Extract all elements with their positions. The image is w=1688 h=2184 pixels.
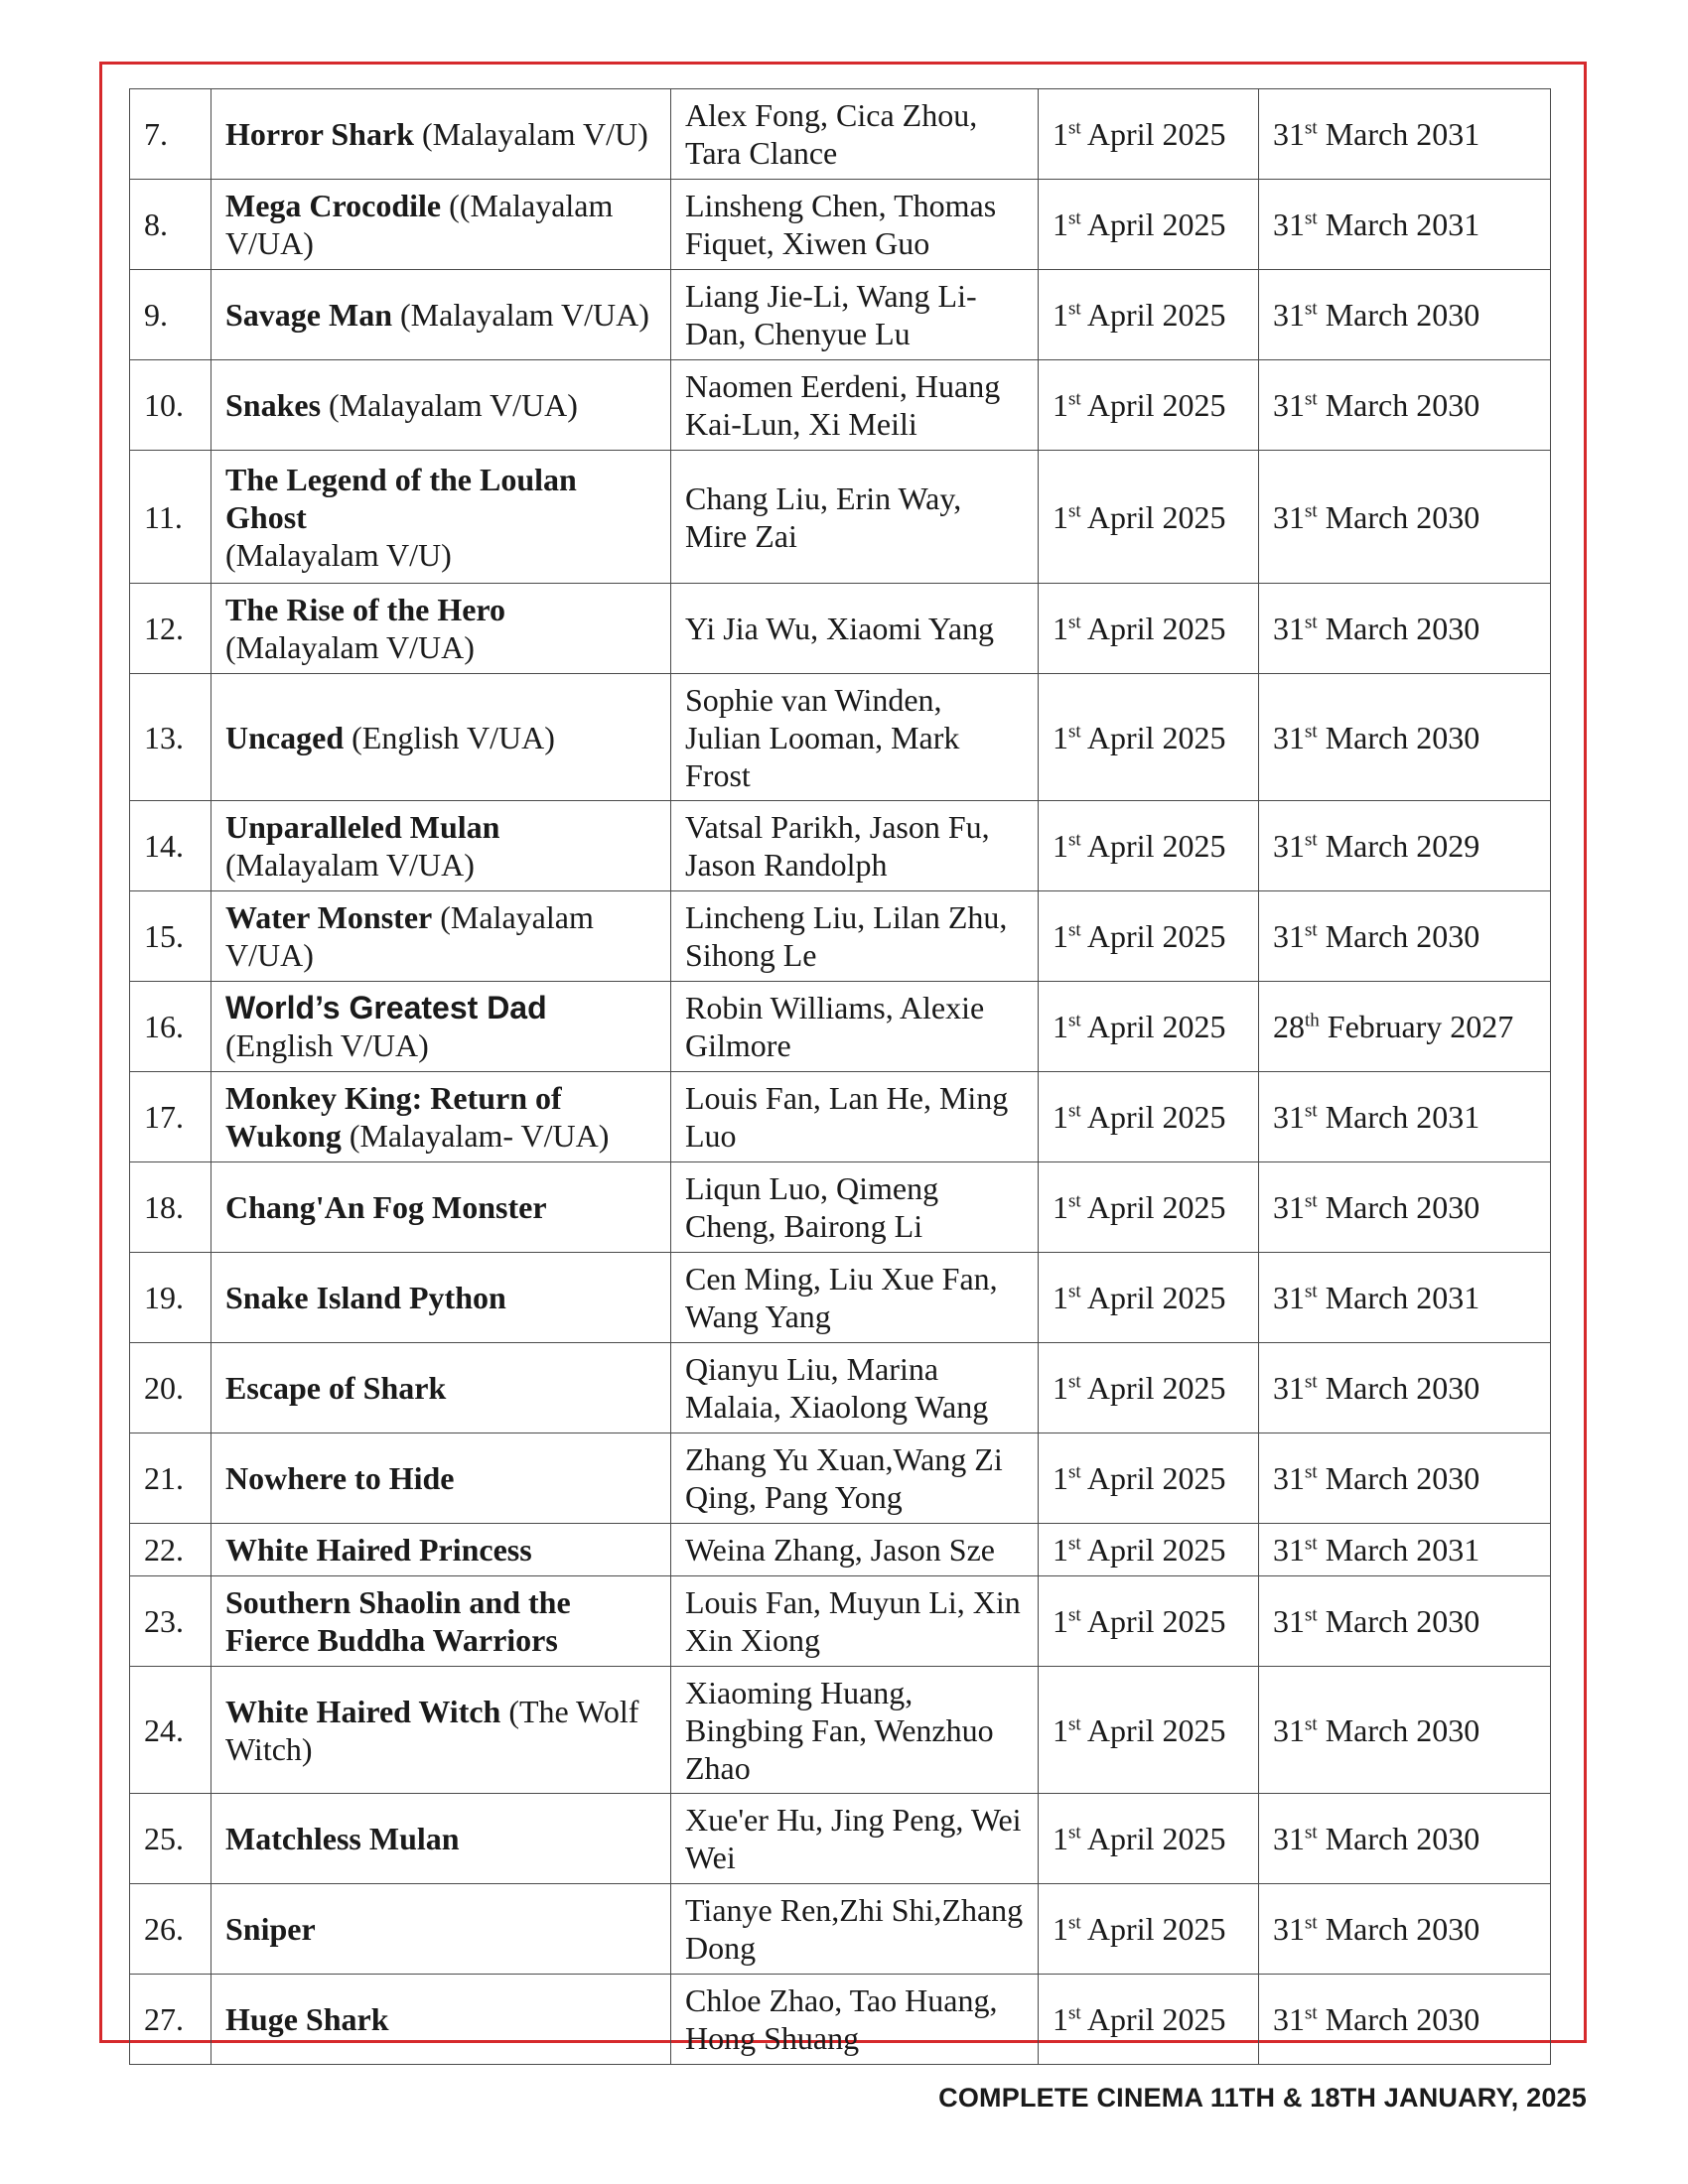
from-day: 1	[1053, 297, 1068, 333]
row-number: 25.	[130, 1794, 211, 1884]
to-day: 31	[1273, 1711, 1305, 1748]
from-month-year: April 2025	[1080, 1532, 1226, 1568]
table-row	[130, 801, 1551, 891]
from-day: 1	[1053, 116, 1068, 152]
rights-start-date	[1039, 1794, 1259, 1884]
to-month-year: February 2027	[1319, 1009, 1514, 1044]
rights-end-date	[1259, 451, 1551, 584]
to-month-year: March 2030	[1317, 719, 1480, 755]
row-number: 22.	[130, 1524, 211, 1576]
film-language-rating: (Malayalam- V/UA)	[341, 1118, 610, 1154]
rights-end-date	[1259, 1162, 1551, 1253]
from-day: 1	[1053, 1009, 1068, 1044]
table-row	[130, 1433, 1551, 1524]
from-ordinal-suffix: st	[1068, 1712, 1081, 1734]
rights-end-date	[1259, 891, 1551, 982]
row-number: 26.	[130, 1884, 211, 1975]
film-cast: Sophie van Winden, Julian Looman, Mark Frost	[671, 674, 1039, 801]
row-number: 10.	[130, 360, 211, 451]
film-title-cell	[211, 180, 671, 270]
film-title: Snake Island Python	[225, 1280, 506, 1315]
from-month-year: April 2025	[1080, 1280, 1226, 1315]
film-title-cell	[211, 451, 671, 584]
to-day: 31	[1273, 1532, 1305, 1568]
from-month-year: April 2025	[1080, 297, 1226, 333]
row-number: 18.	[130, 1162, 211, 1253]
rights-start-date	[1039, 1884, 1259, 1975]
rights-end-date	[1259, 1975, 1551, 2065]
row-number: 11.	[130, 451, 211, 584]
film-cast: Alex Fong, Cica Zhou, Tara Clance	[671, 89, 1039, 180]
to-day: 31	[1273, 1460, 1305, 1496]
film-cast: Vatsal Parikh, Jason Fu, Jason Randolph	[671, 801, 1039, 891]
rights-start-date	[1039, 1343, 1259, 1433]
table-row	[130, 584, 1551, 674]
to-ordinal-suffix: st	[1305, 1461, 1318, 1483]
to-day: 31	[1273, 297, 1305, 333]
from-month-year: April 2025	[1080, 387, 1226, 423]
rights-start-date	[1039, 1667, 1259, 1794]
to-month-year: March 2030	[1317, 1460, 1480, 1496]
row-number: 19.	[130, 1253, 211, 1343]
row-number: 7.	[130, 89, 211, 180]
film-title-cell	[211, 584, 671, 674]
to-day: 31	[1273, 918, 1305, 954]
film-title-cell	[211, 1884, 671, 1975]
to-day: 31	[1273, 206, 1305, 242]
from-month-year: April 2025	[1080, 116, 1226, 152]
to-month-year: March 2030	[1317, 387, 1480, 423]
film-cast: Xue'er Hu, Jing Peng, Wei Wei	[671, 1794, 1039, 1884]
film-language-rating: (Malayalam V/UA)	[225, 629, 475, 665]
from-ordinal-suffix: st	[1068, 298, 1081, 320]
to-day: 31	[1273, 1603, 1305, 1639]
film-cast: Xiaoming Huang, Bingbing Fan, Wenzhuo Zhao	[671, 1667, 1039, 1794]
film-cast: Linsheng Chen, Thomas Fiquet, Xiwen Guo	[671, 180, 1039, 270]
film-language-rating: (English V/UA)	[225, 1027, 429, 1063]
film-language-rating: (Malayalam V/UA)	[321, 387, 578, 423]
film-title-cell	[211, 1667, 671, 1794]
from-ordinal-suffix: st	[1068, 1912, 1081, 1934]
row-number: 27.	[130, 1975, 211, 2065]
to-month-year: March 2031	[1317, 1099, 1480, 1135]
film-language-rating: (Malayalam V/U)	[413, 116, 648, 152]
to-month-year: March 2030	[1317, 1821, 1480, 1856]
film-rows	[130, 89, 1551, 2065]
to-ordinal-suffix: th	[1305, 1010, 1320, 1031]
rights-start-date	[1039, 1162, 1259, 1253]
table-row	[130, 1524, 1551, 1576]
footer-caption: COMPLETE CINEMA 11TH & 18TH JANUARY, 2025	[938, 2083, 1587, 2113]
from-ordinal-suffix: st	[1068, 1010, 1081, 1031]
table-row	[130, 1667, 1551, 1794]
from-month-year: April 2025	[1080, 1603, 1226, 1639]
film-title-cell	[211, 1072, 671, 1162]
rights-end-date	[1259, 1667, 1551, 1794]
film-title: White Haired Witch	[225, 1693, 501, 1729]
film-cast: Cen Ming, Liu Xue Fan, Wang Yang	[671, 1253, 1039, 1343]
film-cast: Naomen Eerdeni, Huang Kai-Lun, Xi Meili	[671, 360, 1039, 451]
film-language-rating: (Malayalam V/UA)	[392, 297, 649, 333]
film-title-cell	[211, 1162, 671, 1253]
from-month-year: April 2025	[1080, 206, 1226, 242]
rights-start-date	[1039, 180, 1259, 270]
film-language-rating: (English V/UA)	[344, 719, 555, 755]
rights-end-date	[1259, 801, 1551, 891]
from-ordinal-suffix: st	[1068, 1371, 1081, 1393]
film-title: The Rise of the Hero	[225, 592, 506, 627]
film-title: Unparalleled Mulan	[225, 809, 500, 845]
film-cast: Weina Zhang, Jason Sze	[671, 1524, 1039, 1576]
film-title: Uncaged	[225, 719, 345, 755]
to-day: 31	[1273, 719, 1305, 755]
to-ordinal-suffix: st	[1305, 720, 1318, 742]
film-title: Water Monster	[225, 899, 433, 935]
from-ordinal-suffix: st	[1068, 1604, 1081, 1626]
rights-end-date	[1259, 89, 1551, 180]
film-title-cell	[211, 891, 671, 982]
to-day: 31	[1273, 1911, 1305, 1947]
from-month-year: April 2025	[1080, 1711, 1226, 1748]
row-number: 12.	[130, 584, 211, 674]
table-row	[130, 360, 1551, 451]
from-day: 1	[1053, 206, 1068, 242]
from-ordinal-suffix: st	[1068, 2002, 1081, 2024]
from-day: 1	[1053, 1711, 1068, 1748]
rights-end-date	[1259, 360, 1551, 451]
from-ordinal-suffix: st	[1068, 829, 1081, 851]
to-ordinal-suffix: st	[1305, 298, 1318, 320]
rights-end-date	[1259, 584, 1551, 674]
row-number: 16.	[130, 982, 211, 1072]
row-number: 17.	[130, 1072, 211, 1162]
film-language-rating: (Malayalam V/UA)	[225, 899, 594, 973]
to-day: 28	[1273, 1009, 1305, 1044]
film-cast: Lincheng Liu, Lilan Zhu, Sihong Le	[671, 891, 1039, 982]
from-day: 1	[1053, 611, 1068, 646]
to-day: 31	[1273, 1189, 1305, 1225]
to-month-year: March 2030	[1317, 1370, 1480, 1406]
rights-start-date	[1039, 982, 1259, 1072]
from-ordinal-suffix: st	[1068, 1461, 1081, 1483]
film-cast: Tianye Ren,Zhi Shi,Zhang Dong	[671, 1884, 1039, 1975]
from-day: 1	[1053, 1911, 1068, 1947]
film-title-cell	[211, 1524, 671, 1576]
rights-start-date	[1039, 360, 1259, 451]
rights-start-date	[1039, 891, 1259, 982]
from-month-year: April 2025	[1080, 1911, 1226, 1947]
rights-end-date	[1259, 1884, 1551, 1975]
film-cast: Louis Fan, Lan He, Ming Luo	[671, 1072, 1039, 1162]
to-ordinal-suffix: st	[1305, 612, 1318, 633]
from-day: 1	[1053, 498, 1068, 535]
film-title-cell	[211, 1433, 671, 1524]
from-day: 1	[1053, 719, 1068, 755]
row-number: 23.	[130, 1576, 211, 1667]
from-ordinal-suffix: st	[1068, 919, 1081, 941]
from-ordinal-suffix: st	[1068, 1533, 1081, 1555]
to-day: 31	[1273, 1821, 1305, 1856]
rights-start-date	[1039, 1975, 1259, 2065]
to-month-year: March 2031	[1317, 116, 1480, 152]
from-day: 1	[1053, 2001, 1068, 2037]
to-day: 31	[1273, 116, 1305, 152]
film-cast: Chang Liu, Erin Way, Mire Zai	[671, 451, 1039, 584]
rights-end-date	[1259, 1794, 1551, 1884]
rights-start-date	[1039, 1253, 1259, 1343]
to-day: 31	[1273, 498, 1305, 535]
table-row	[130, 1343, 1551, 1433]
to-month-year: March 2030	[1317, 1189, 1480, 1225]
rights-end-date	[1259, 270, 1551, 360]
rights-end-date	[1259, 1253, 1551, 1343]
film-title: Nowhere to Hide	[225, 1460, 455, 1496]
from-ordinal-suffix: st	[1068, 499, 1081, 521]
film-title: Horror Shark	[225, 116, 414, 152]
from-month-year: April 2025	[1080, 1099, 1226, 1135]
to-ordinal-suffix: st	[1305, 1912, 1318, 1934]
to-month-year: March 2030	[1317, 611, 1480, 646]
rights-start-date	[1039, 89, 1259, 180]
film-title: Mega Crocodile	[225, 188, 442, 223]
to-month-year: March 2030	[1317, 2001, 1480, 2037]
to-month-year: March 2031	[1317, 1280, 1480, 1315]
from-day: 1	[1053, 828, 1068, 864]
film-title-cell	[211, 360, 671, 451]
from-ordinal-suffix: st	[1068, 720, 1081, 742]
from-month-year: April 2025	[1080, 611, 1226, 646]
from-day: 1	[1053, 1370, 1068, 1406]
to-month-year: March 2030	[1317, 1911, 1480, 1947]
film-title: The Legend of the Loulan Ghost	[225, 461, 577, 535]
to-month-year: March 2031	[1317, 1532, 1480, 1568]
film-title: Huge Shark	[225, 2001, 389, 2037]
rights-start-date	[1039, 451, 1259, 584]
to-day: 31	[1273, 828, 1305, 864]
from-day: 1	[1053, 1460, 1068, 1496]
to-day: 31	[1273, 2001, 1305, 2037]
from-month-year: April 2025	[1080, 1821, 1226, 1856]
film-cast: Liqun Luo, Qimeng Cheng, Bairong Li	[671, 1162, 1039, 1253]
film-title: Southern Shaolin and the Fierce Buddha Warriors	[225, 1584, 571, 1658]
rights-end-date	[1259, 1576, 1551, 1667]
rights-start-date	[1039, 1576, 1259, 1667]
table-row	[130, 180, 1551, 270]
film-cast: Chloe Zhao, Tao Huang, Hong Shuang	[671, 1975, 1039, 2065]
to-day: 31	[1273, 387, 1305, 423]
film-title-cell	[211, 982, 671, 1072]
table-row	[130, 674, 1551, 801]
to-ordinal-suffix: st	[1305, 1712, 1318, 1734]
row-number: 8.	[130, 180, 211, 270]
from-ordinal-suffix: st	[1068, 1822, 1081, 1843]
film-title-cell	[211, 674, 671, 801]
table-row	[130, 89, 1551, 180]
to-day: 31	[1273, 1280, 1305, 1315]
film-title-cell	[211, 1253, 671, 1343]
film-cast: Qianyu Liu, Marina Malaia, Xiaolong Wang	[671, 1343, 1039, 1433]
film-title-cell	[211, 270, 671, 360]
to-ordinal-suffix: st	[1305, 207, 1318, 229]
row-number: 15.	[130, 891, 211, 982]
row-number: 14.	[130, 801, 211, 891]
film-cast: Robin Williams, Alexie Gilmore	[671, 982, 1039, 1072]
rights-end-date	[1259, 1072, 1551, 1162]
rights-end-date	[1259, 674, 1551, 801]
to-ordinal-suffix: st	[1305, 1100, 1318, 1122]
from-day: 1	[1053, 1603, 1068, 1639]
from-month-year: April 2025	[1080, 1009, 1226, 1044]
rights-start-date	[1039, 270, 1259, 360]
to-ordinal-suffix: st	[1305, 919, 1318, 941]
from-month-year: April 2025	[1080, 828, 1226, 864]
to-day: 31	[1273, 611, 1305, 646]
film-title: Escape of Shark	[225, 1370, 447, 1406]
film-language-rating: (Malayalam V/U)	[225, 536, 452, 573]
from-day: 1	[1053, 918, 1068, 954]
to-ordinal-suffix: st	[1305, 388, 1318, 410]
film-title-cell	[211, 1975, 671, 2065]
to-ordinal-suffix: st	[1305, 499, 1318, 521]
film-title-cell	[211, 1343, 671, 1433]
film-cast: Louis Fan, Muyun Li, Xin Xin Xiong	[671, 1576, 1039, 1667]
table-row	[130, 1884, 1551, 1975]
from-month-year: April 2025	[1080, 1189, 1226, 1225]
to-day: 31	[1273, 1099, 1305, 1135]
film-language-rating: (The Wolf Witch)	[225, 1693, 639, 1767]
from-month-year: April 2025	[1080, 498, 1226, 535]
from-day: 1	[1053, 387, 1068, 423]
to-ordinal-suffix: st	[1305, 1533, 1318, 1555]
rights-end-date	[1259, 1524, 1551, 1576]
film-title: Matchless Mulan	[225, 1821, 460, 1856]
film-title: World’s Greatest Dad	[225, 990, 547, 1025]
from-month-year: April 2025	[1080, 719, 1226, 755]
from-day: 1	[1053, 1099, 1068, 1135]
to-month-year: March 2030	[1317, 498, 1480, 535]
row-number: 21.	[130, 1433, 211, 1524]
rights-start-date	[1039, 1072, 1259, 1162]
to-ordinal-suffix: st	[1305, 1822, 1318, 1843]
table-row	[130, 1162, 1551, 1253]
row-number: 13.	[130, 674, 211, 801]
rights-start-date	[1039, 674, 1259, 801]
film-cast: Liang Jie-Li, Wang Li-Dan, Chenyue Lu	[671, 270, 1039, 360]
film-title: Savage Man	[225, 297, 392, 333]
film-title-cell	[211, 1794, 671, 1884]
to-ordinal-suffix: st	[1305, 1371, 1318, 1393]
rights-end-date	[1259, 982, 1551, 1072]
film-title: Chang'An Fog Monster	[225, 1189, 547, 1225]
to-month-year: March 2030	[1317, 1603, 1480, 1639]
film-rights-table	[129, 88, 1551, 2065]
table-row	[130, 1253, 1551, 1343]
from-day: 1	[1053, 1821, 1068, 1856]
from-ordinal-suffix: st	[1068, 117, 1081, 139]
rights-start-date	[1039, 584, 1259, 674]
from-ordinal-suffix: st	[1068, 207, 1081, 229]
to-ordinal-suffix: st	[1305, 829, 1318, 851]
table-row	[130, 982, 1551, 1072]
to-month-year: March 2031	[1317, 206, 1480, 242]
from-month-year: April 2025	[1080, 1370, 1226, 1406]
rights-start-date	[1039, 801, 1259, 891]
table-row	[130, 1975, 1551, 2065]
from-day: 1	[1053, 1189, 1068, 1225]
film-title: White Haired Princess	[225, 1532, 532, 1568]
row-number: 9.	[130, 270, 211, 360]
to-month-year: March 2030	[1317, 297, 1480, 333]
from-month-year: April 2025	[1080, 1460, 1226, 1496]
table-row	[130, 1576, 1551, 1667]
film-title-cell	[211, 1576, 671, 1667]
from-month-year: April 2025	[1080, 918, 1226, 954]
from-ordinal-suffix: st	[1068, 612, 1081, 633]
film-language-rating: ((Malayalam V/UA)	[225, 188, 614, 261]
to-ordinal-suffix: st	[1305, 2002, 1318, 2024]
table-row	[130, 451, 1551, 584]
film-cast: Zhang Yu Xuan,Wang Zi Qing, Pang Yong	[671, 1433, 1039, 1524]
to-month-year: March 2030	[1317, 918, 1480, 954]
film-title-cell	[211, 801, 671, 891]
to-ordinal-suffix: st	[1305, 1604, 1318, 1626]
to-day: 31	[1273, 1370, 1305, 1406]
from-ordinal-suffix: st	[1068, 1100, 1081, 1122]
from-ordinal-suffix: st	[1068, 1281, 1081, 1302]
row-number: 24.	[130, 1667, 211, 1794]
from-month-year: April 2025	[1080, 2001, 1226, 2037]
table-row	[130, 270, 1551, 360]
to-month-year: March 2030	[1317, 1711, 1480, 1748]
to-month-year: March 2029	[1317, 828, 1480, 864]
from-ordinal-suffix: st	[1068, 388, 1081, 410]
from-day: 1	[1053, 1280, 1068, 1315]
from-ordinal-suffix: st	[1068, 1190, 1081, 1212]
film-title-cell	[211, 89, 671, 180]
film-language-rating: (Malayalam V/UA)	[225, 847, 475, 883]
film-title: Monkey King: Return of Wukong	[225, 1080, 562, 1154]
to-ordinal-suffix: st	[1305, 1281, 1318, 1302]
table-row	[130, 1072, 1551, 1162]
table-row	[130, 891, 1551, 982]
to-ordinal-suffix: st	[1305, 117, 1318, 139]
film-title: Snakes	[225, 387, 322, 423]
film-cast: Yi Jia Wu, Xiaomi Yang	[671, 584, 1039, 674]
to-ordinal-suffix: st	[1305, 1190, 1318, 1212]
rights-start-date	[1039, 1433, 1259, 1524]
row-number: 20.	[130, 1343, 211, 1433]
rights-start-date	[1039, 1524, 1259, 1576]
rights-end-date	[1259, 180, 1551, 270]
film-title: Sniper	[225, 1911, 316, 1947]
table-row	[130, 1794, 1551, 1884]
rights-end-date	[1259, 1343, 1551, 1433]
rights-end-date	[1259, 1433, 1551, 1524]
from-day: 1	[1053, 1532, 1068, 1568]
